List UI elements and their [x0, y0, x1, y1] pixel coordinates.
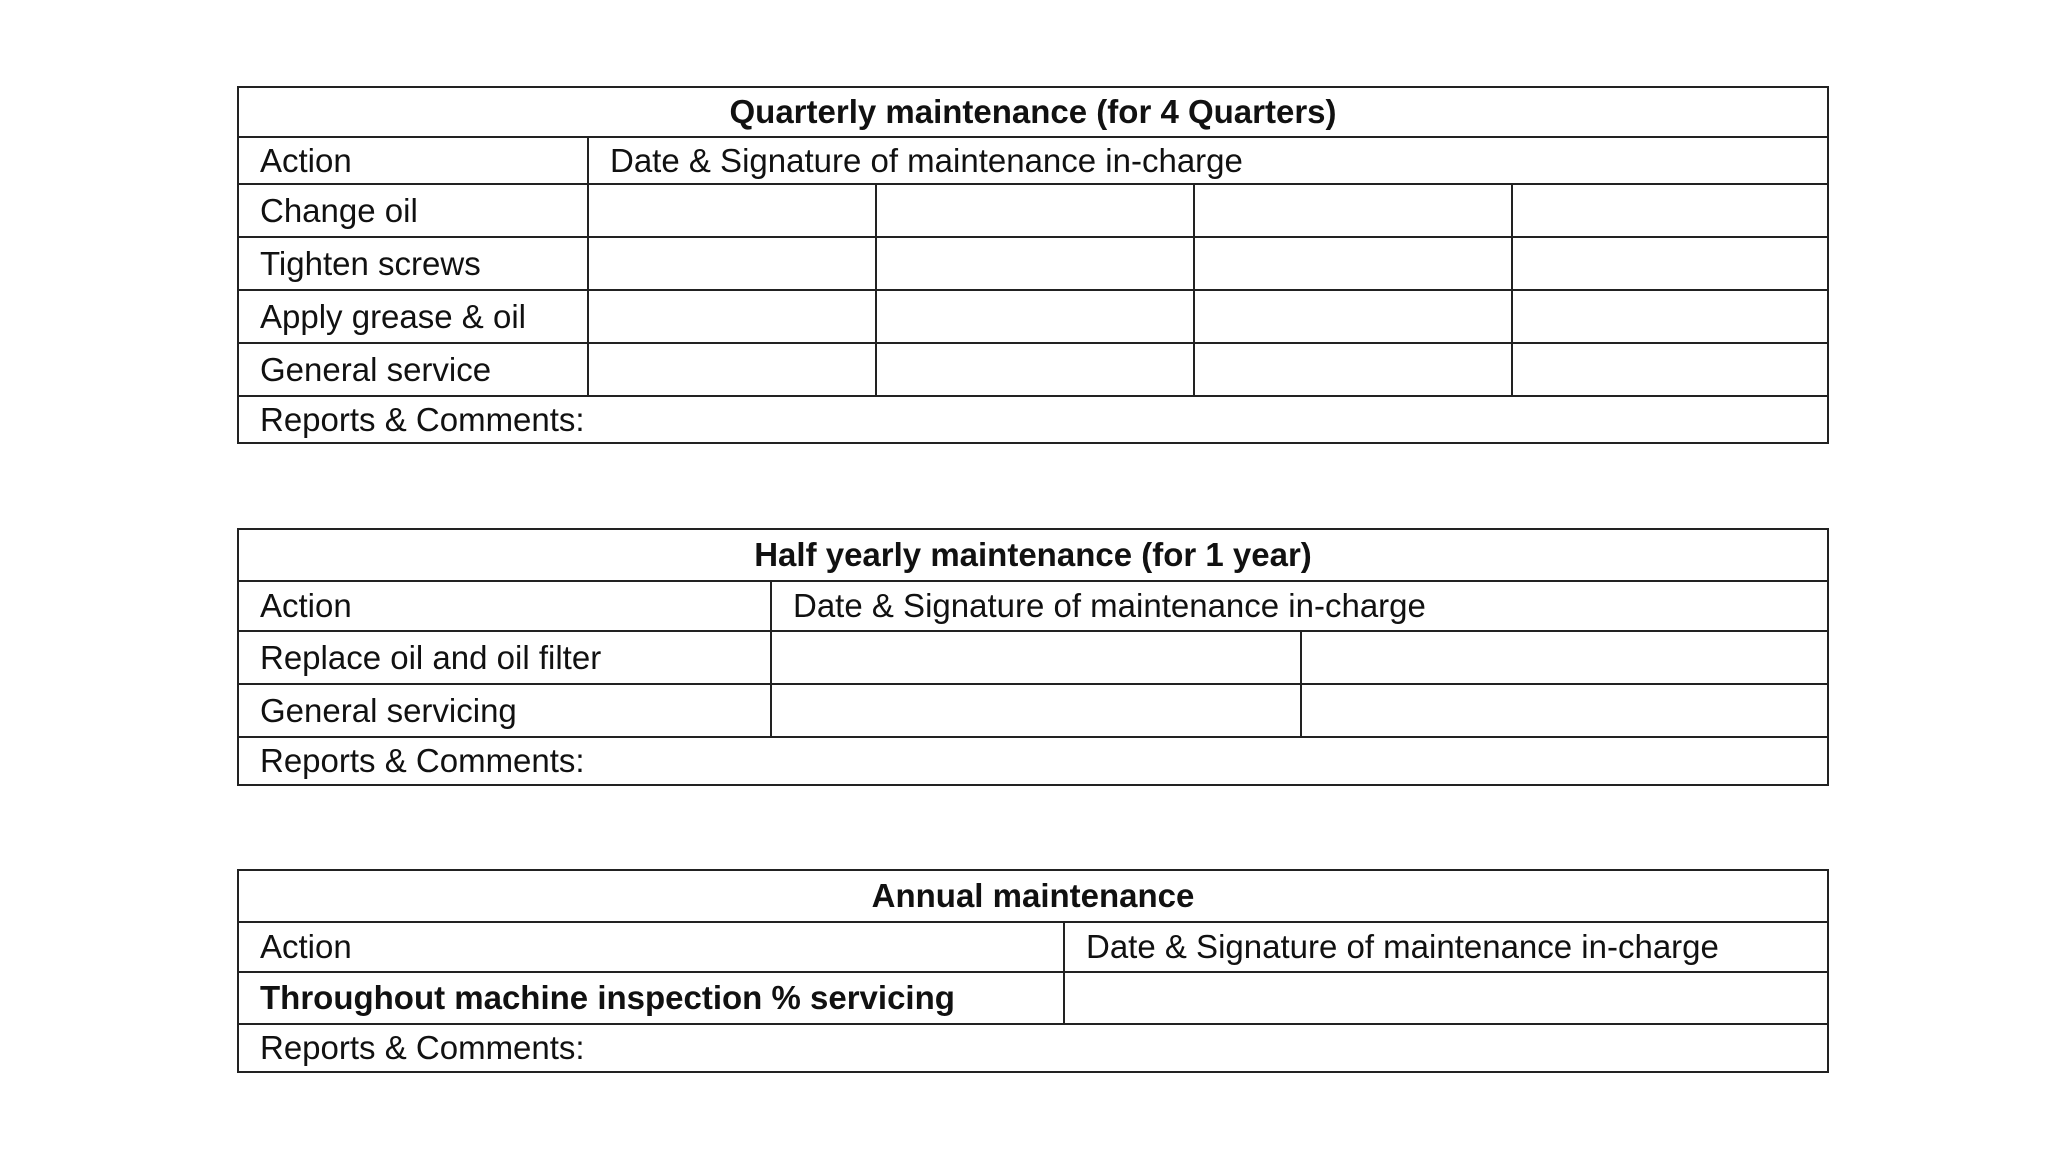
table-row	[238, 343, 1828, 396]
table-header-row	[238, 581, 1828, 631]
signature-cell-q2[interactable]	[876, 237, 1194, 290]
table-title: Annual maintenance	[238, 870, 1828, 922]
signature-cell-q4[interactable]	[1512, 237, 1828, 290]
action-cell: General service	[238, 343, 588, 396]
signature-cell-annual[interactable]	[1064, 972, 1828, 1024]
comments-label: Reports & Comments:	[238, 396, 1828, 443]
signature-cell-q1[interactable]	[588, 290, 876, 343]
comments-label: Reports & Comments:	[238, 1024, 1828, 1072]
table-title-row	[238, 529, 1828, 581]
signature-cell-q3[interactable]	[1194, 237, 1512, 290]
half-yearly-maintenance-table	[237, 528, 1829, 786]
signature-cell-second-half[interactable]	[1301, 631, 1828, 684]
action-cell: Change oil	[238, 184, 588, 237]
table-header-row	[238, 922, 1828, 972]
table-row	[238, 972, 1828, 1024]
signature-cell-q3[interactable]	[1194, 290, 1512, 343]
action-header: Action	[238, 581, 771, 631]
signature-cell-q1[interactable]	[588, 237, 876, 290]
signature-cell-q2[interactable]	[876, 184, 1194, 237]
table-title-row	[238, 87, 1828, 137]
action-cell: General servicing	[238, 684, 771, 737]
quarterly-maintenance-table	[237, 86, 1829, 444]
table-row	[238, 290, 1828, 343]
action-cell: Throughout machine inspection % servicing	[238, 972, 1064, 1024]
signature-cell-q3[interactable]	[1194, 343, 1512, 396]
signature-cell-second-half[interactable]	[1301, 684, 1828, 737]
signature-cell-q2[interactable]	[876, 290, 1194, 343]
annual-maintenance-table	[237, 869, 1829, 1073]
date-signature-header: Date & Signature of maintenance in-charge	[588, 137, 1828, 184]
action-cell: Apply grease & oil	[238, 290, 588, 343]
table-row	[238, 184, 1828, 237]
action-header: Action	[238, 137, 588, 184]
comments-row	[238, 1024, 1828, 1072]
signature-cell-q3[interactable]	[1194, 184, 1512, 237]
comments-label: Reports & Comments:	[238, 737, 1828, 785]
table-row	[238, 237, 1828, 290]
signature-cell-q1[interactable]	[588, 343, 876, 396]
action-header: Action	[238, 922, 1064, 972]
table-header-row	[238, 137, 1828, 184]
table-title-row	[238, 870, 1828, 922]
table-title: Quarterly maintenance (for 4 Quarters)	[238, 87, 1828, 137]
signature-cell-q1[interactable]	[588, 184, 876, 237]
action-cell: Replace oil and oil filter	[238, 631, 771, 684]
date-signature-header: Date & Signature of maintenance in-charge	[1064, 922, 1828, 972]
signature-cell-q4[interactable]	[1512, 290, 1828, 343]
comments-row	[238, 396, 1828, 443]
signature-cell-q2[interactable]	[876, 343, 1194, 396]
signature-cell-first-half[interactable]	[771, 684, 1301, 737]
signature-cell-first-half[interactable]	[771, 631, 1301, 684]
action-cell: Tighten screws	[238, 237, 588, 290]
date-signature-header: Date & Signature of maintenance in-charge	[771, 581, 1828, 631]
comments-row	[238, 737, 1828, 785]
table-row	[238, 631, 1828, 684]
table-row	[238, 684, 1828, 737]
signature-cell-q4[interactable]	[1512, 184, 1828, 237]
table-title: Half yearly maintenance (for 1 year)	[238, 529, 1828, 581]
signature-cell-q4[interactable]	[1512, 343, 1828, 396]
